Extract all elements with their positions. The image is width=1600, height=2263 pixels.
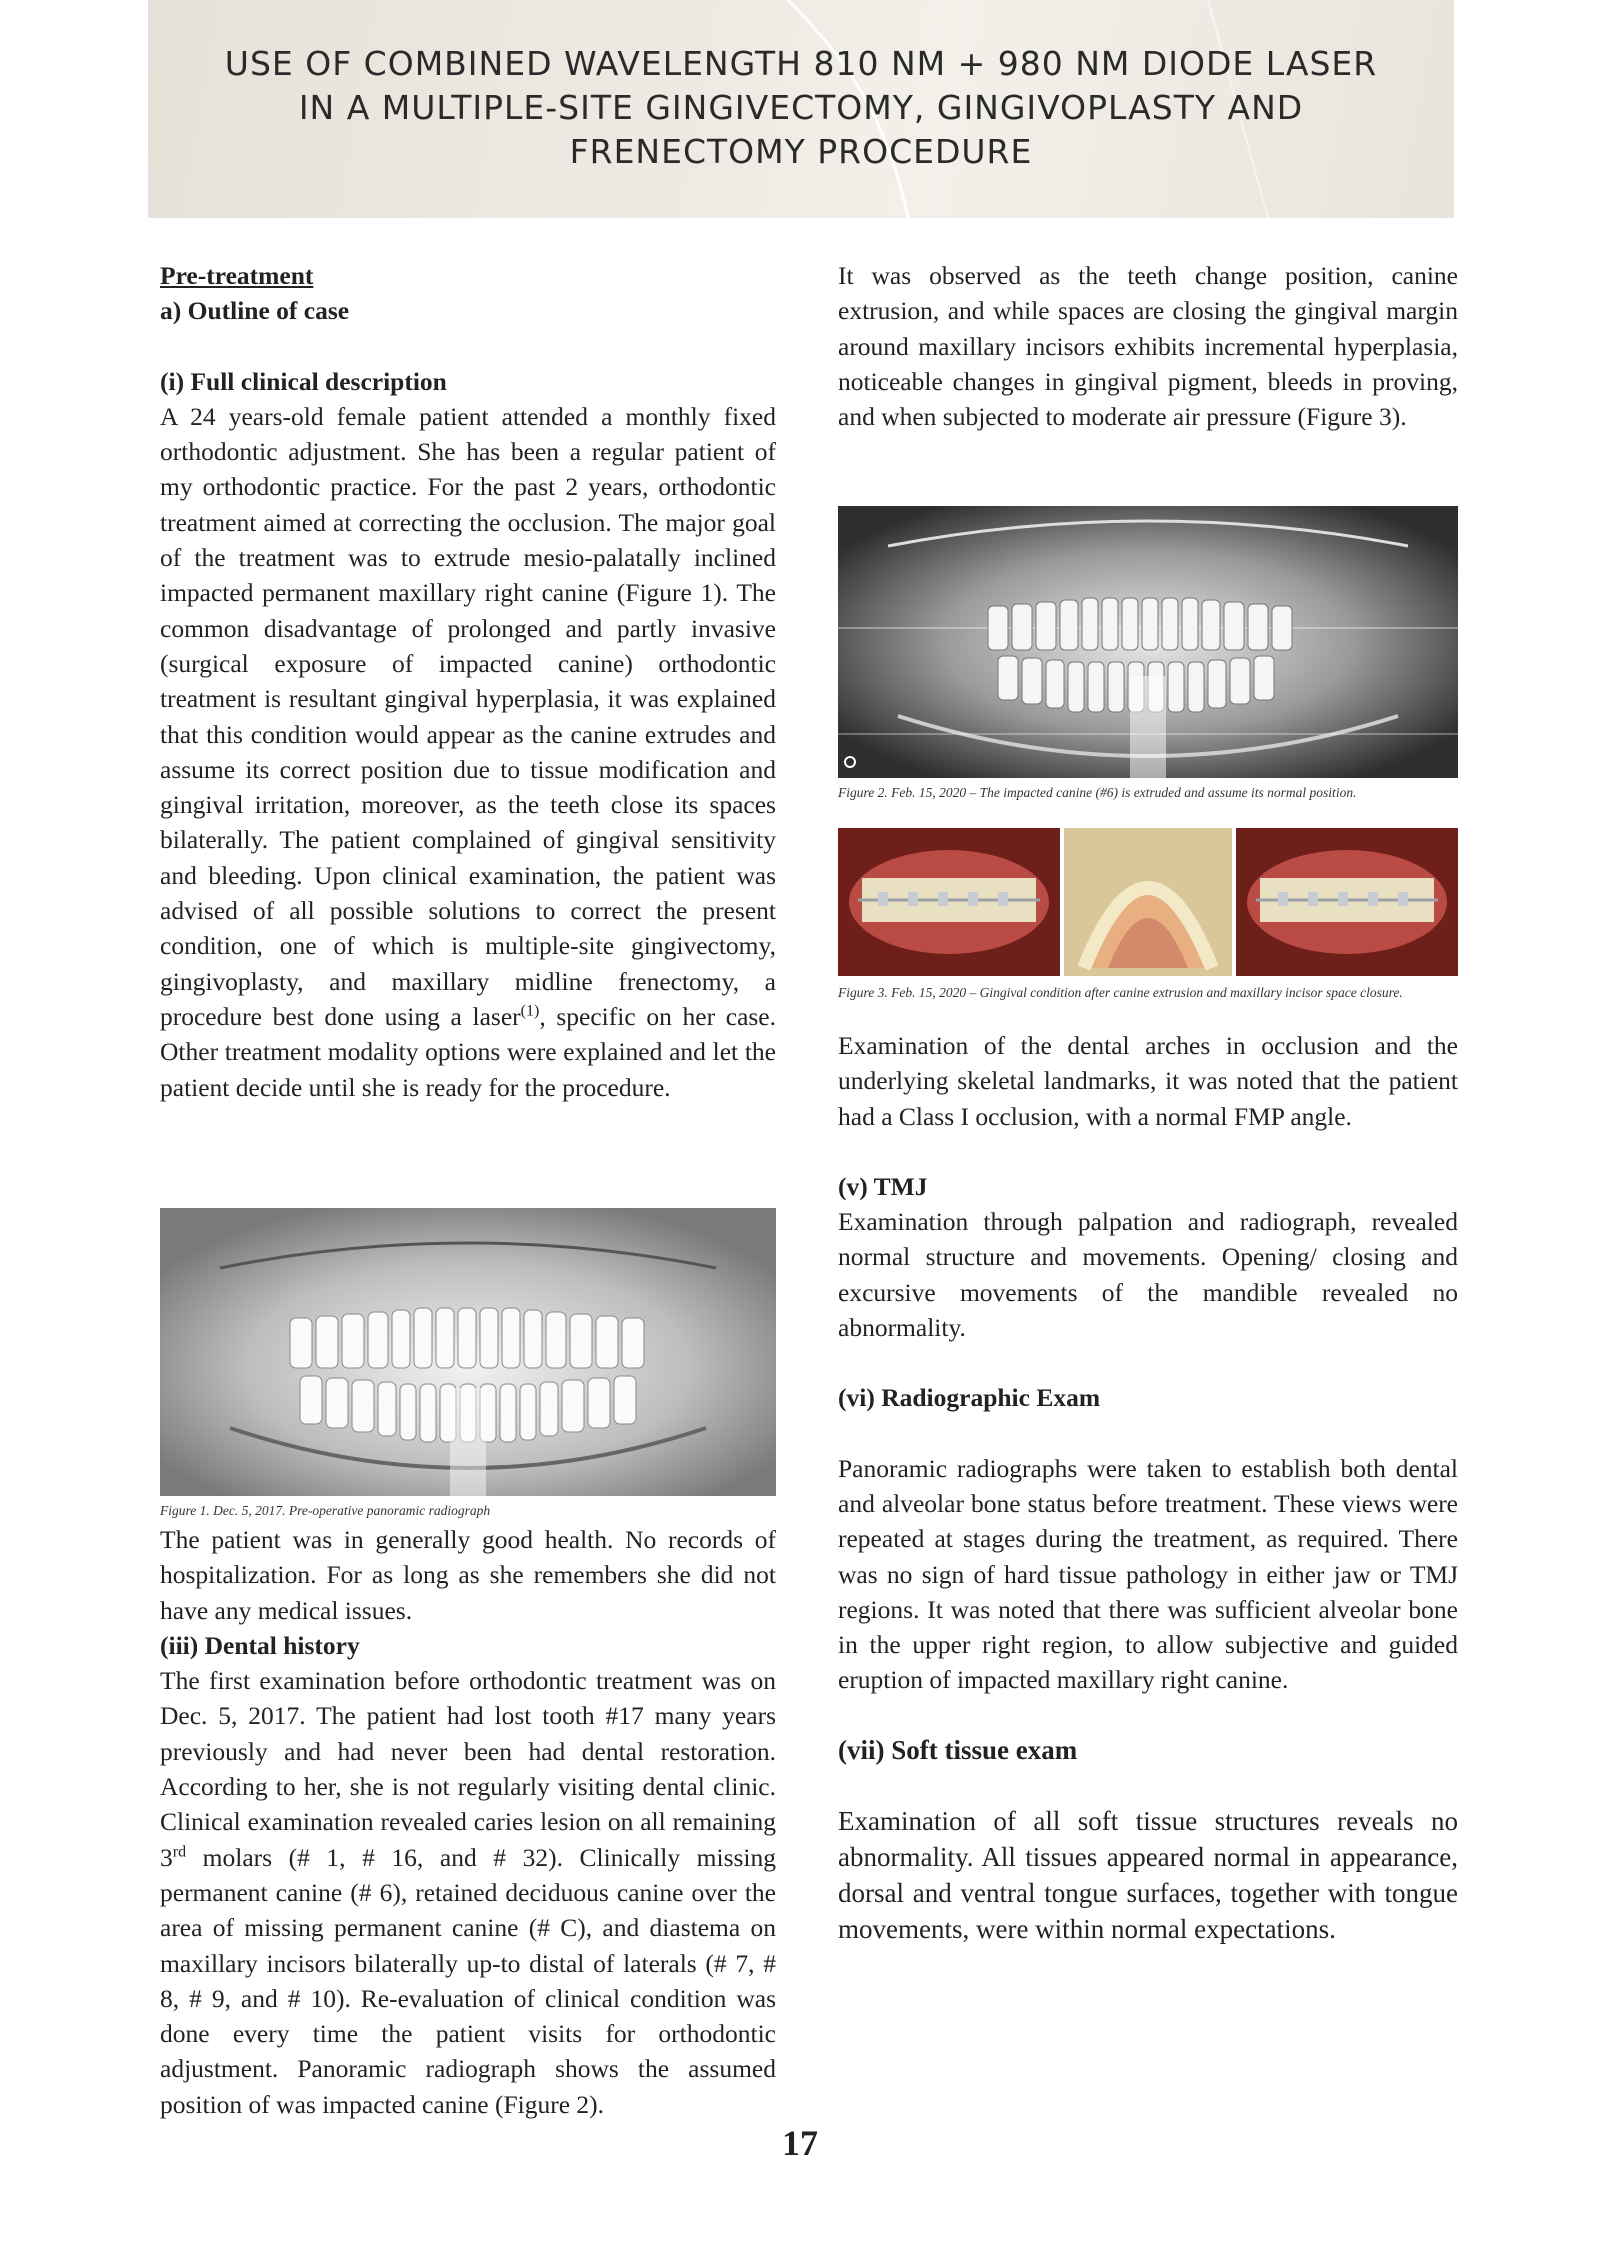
paragraph-clinical-description [160, 399, 776, 1105]
radiograph-image [838, 506, 1458, 778]
text-run: The first examination before orthodontic treatment was on Dec. 5, 2017. The patient had lost tooth #17 many years previously and had never been had dental restoration. According to her, she is not regularly visiting dental clinic. Clinical examination revealed caries lesion on all remaining 3 [160, 1666, 776, 1872]
photo-left-lateral [1236, 828, 1458, 976]
text-run: , specific on her case. Other treatment modality options were explained and let the patient decide until she is ready for the procedure. [160, 1001, 776, 1102]
paragraph-soft-tissue-exam: Examination of all soft tissue structures reveals no abnormality. All tissues appeared normal in appearance, dorsal and ventral tongue surfaces, together with tongue movements, were within normal expectations. [838, 1806, 1458, 1945]
heading-outline-of-case: a) Outline of case [160, 296, 350, 326]
title-line-2: IN A MULTIPLE-SITE GINGIVECTOMY, GINGIVOPLASTY AND [298, 88, 1304, 127]
heading-pre-treatment: Pre-treatment [160, 261, 314, 290]
heading-tmj: (v) TMJ [838, 1171, 928, 1201]
paragraph-tmj: Examination through palpation and radiograph, revealed normal structure and movements. Opening/ closing and excursive movements of the mandible revealed no abnormality. [838, 1207, 1458, 1343]
paragraph-occlusion: Examination of the dental arches in occlusion and the underlying skeletal landmarks, it was noted that the patient had a Class I occlusion, with a normal FMP angle. [838, 1031, 1458, 1131]
text-run: A 24 years-old female patient attended a monthly fixed orthodontic adjustment. She has been a regular patient of my orthodontic practice. For the past 2 years, orthodontic treatment aimed at correcting the occlusion. The major goal of the treatment was to extrude mesio-palatally inclined impacted permanent maxillary right canine (Figure 1). The common disadvantage of prolonged and partly invasive (surgical exposure of impacted canine) orthodontic treatment is resultant gingival hyperplasia, it was explained that this condition would appear as the canine extrudes and assume its correct position due to tissue modification and gingival irritation, moreover, as the teeth close its spaces bilaterally. The patient complained of gingival sensitivity and bleeding. Upon clinical examination, the patient was advised of all possible solutions to correct the present condition, one of which is multiple-site gingivectomy, gingivoplasty, and maxillary midline frenectomy, a procedure best done using a laser [160, 401, 776, 1031]
paragraph-radiographic-exam: Panoramic radiographs were taken to establish both dental and alveolar bone status before treatment. These views were repeated at stages during the treatment, as required. There was no sign of hard tissue pathology in either jaw or TMJ regions. It was noted that there was sufficient alveolar bone in the upper right region, to allow subjective and guided eruption of impacted maxillary right canine. [838, 1453, 1458, 1695]
heading-full-clinical-description: (i) Full clinical description [160, 366, 447, 396]
heading-radiographic-exam: (vi) Radiographic Exam [838, 1383, 1101, 1413]
figure-3-caption: Figure 3. Feb. 15, 2020 – Gingival condition after canine extrusion and maxillary incisor space closure. [838, 985, 1403, 1000]
paragraph-dental-history [160, 1663, 776, 2122]
figure-2-panoramic-radiograph [838, 506, 1458, 778]
figure-3-intraoral-photos [838, 828, 1458, 976]
heading-soft-tissue-exam: (vii) Soft tissue exam [838, 1734, 1078, 1765]
right-column-bottom [838, 1028, 1458, 1947]
right-column-top [838, 258, 1458, 434]
figure-1-panoramic-radiograph [160, 1208, 776, 1496]
paragraph-observation: It was observed as the teeth change position, canine extrusion, and while spaces are closing the gingival margin around maxillary incisors exhibits incremental hyperplasia, noticeable changes in gingival pigment, bleeds in proving, and when subjected to moderate air pressure (Figure 3). [838, 261, 1458, 432]
title-banner [148, 0, 1454, 218]
intraoral-photo-set [838, 828, 1458, 976]
text-run: molars (# 1, # 16, and # 32). Clinically missing permanent canine (# 6), retained deciduous canine over the area of missing permanent canine (# C), and diastema on maxillary incisors bilaterally up-to distal of laterals (# 7, # 8, # 9, and # 10). Re-evaluation of clinical condition was done every time the patient visits for orthodontic adjustment. Panoramic radiograph shows the assumed position of was impacted canine (Figure 2). [160, 1842, 776, 2119]
page-number: 17 [782, 2123, 818, 2163]
radiograph-image [160, 1208, 776, 1496]
citation-superscript: (1) [520, 1002, 540, 1020]
left-column-top [160, 258, 776, 1105]
title-line-1: USE OF COMBINED WAVELENGTH 810 NM + 980 NM DIODE LASER [224, 44, 1378, 83]
left-column-bottom [160, 1522, 776, 2122]
paragraph-general-health: The patient was in generally good health. No records of hospitalization. For as long as she remembers she did not have any medical issues. [160, 1525, 776, 1625]
photo-occlusal [1064, 828, 1232, 976]
figure-2-caption: Figure 2. Feb. 15, 2020 – The impacted canine (#6) is extruded and assume its normal position. [838, 785, 1357, 800]
photo-right-lateral [838, 828, 1060, 976]
title-line-3: FRENECTOMY PROCEDURE [569, 132, 1033, 171]
article-title [148, 42, 1454, 174]
heading-dental-history: (iii) Dental history [160, 1630, 360, 1660]
ordinal-superscript: rd [172, 1843, 187, 1861]
figure-1-caption: Figure 1. Dec. 5, 2017. Pre-operative panoramic radiograph [160, 1503, 491, 1518]
